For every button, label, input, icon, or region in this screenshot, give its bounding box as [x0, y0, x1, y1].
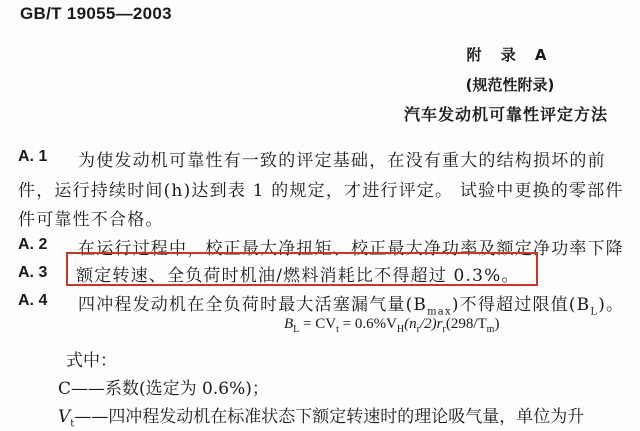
standard-code: GB/T 19055—2003 [20, 4, 172, 23]
clause-a1-line1: 为使发动机可靠性有一致的评定基础，在没有重大的结构损坏的前 [78, 151, 606, 171]
clause-number-a2: A. 2 [18, 236, 48, 253]
definition-vt: $V_t——$四冲程发动机在标准状态下额定转速时的理论吸气量，单位为升 [58, 407, 585, 430]
appendix-label: 附 录 A [466, 46, 554, 64]
definition-c: C——系数(选定为 0.6%)； [58, 379, 269, 399]
clause-a1-line3: 件可靠性不合格。 [18, 210, 164, 230]
clause-number-a3: A. 3 [18, 264, 48, 281]
clause-a2-line1: 在运行过程中，校正最大净扭矩、校正最大净功率及额定净功率下降 [78, 239, 624, 259]
clause-a4-line1: 四冲程发动机在全负荷时最大活塞漏气量$(B_{max})$不得超过限值$(B_L)$。 [78, 295, 625, 318]
clause-number-a1: A. 1 [18, 148, 48, 165]
clause-a1-line2: 件，运行持续时间(h)达到表 1 的规定，才进行评定。 试验中更换的零部件 [18, 181, 624, 201]
appendix-title: 汽车发动机可靠性评定方法 [403, 105, 608, 124]
where-intro: 式中： [66, 351, 117, 371]
leakage-formula: $B_L = CV_t = 0.6\%V_H(n_r/2)r_r(298/T_m)$ [284, 316, 500, 335]
appendix-type: (规范性附录) [465, 76, 555, 94]
clause-number-a4: A. 4 [18, 292, 48, 309]
clause-a3-line1: 额定转速、全负荷时机油/燃料消耗比不得超过 0.3%。 [76, 266, 520, 286]
